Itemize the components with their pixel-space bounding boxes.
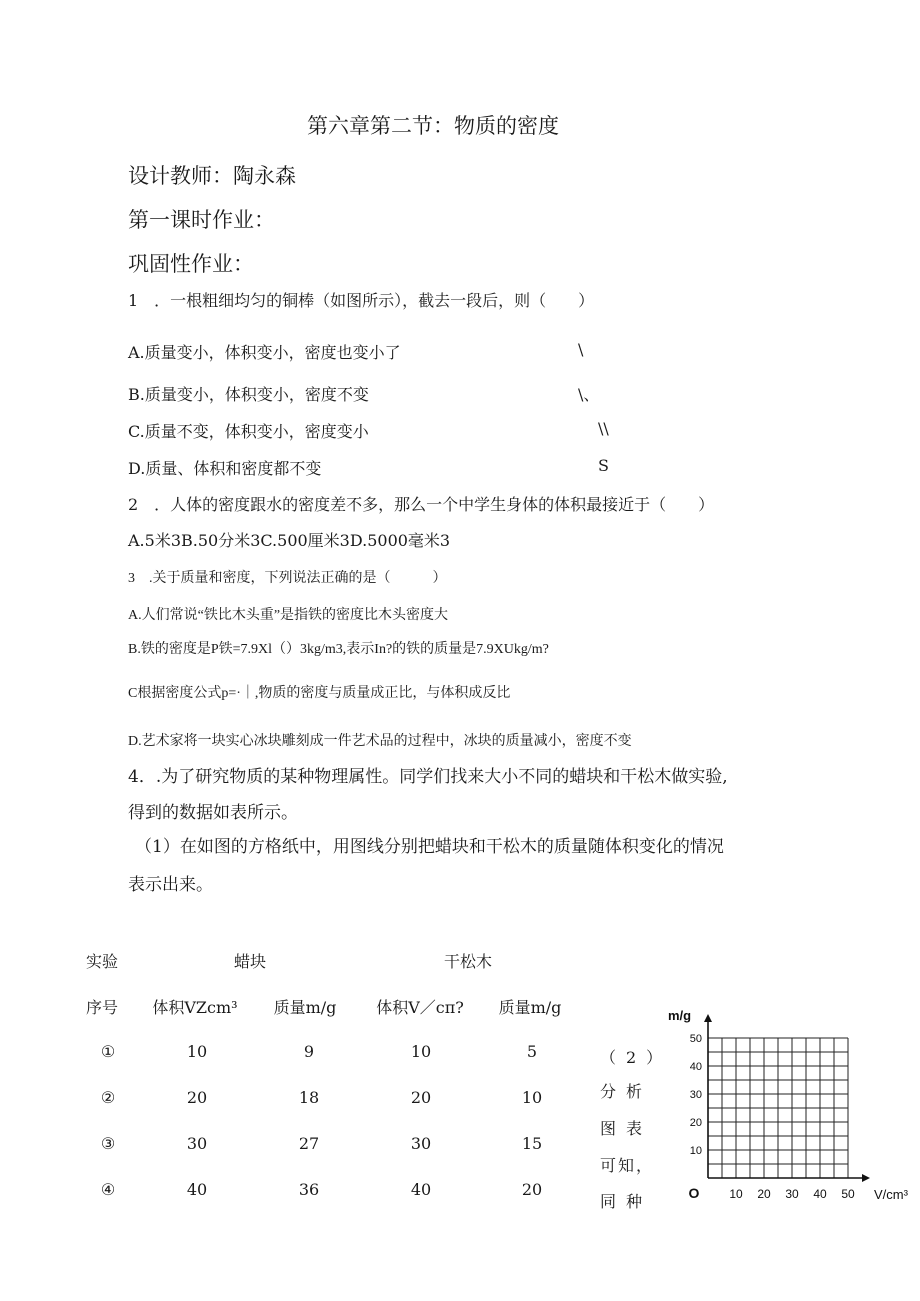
table-cell: ④ bbox=[100, 1180, 116, 1199]
table-group-header: 干松木 bbox=[443, 952, 492, 971]
q2-options: A.5米3B.50分米3C.500厘米3D.5000毫米3 bbox=[128, 531, 451, 550]
question-1: 1 ．一根粗细均匀的铜棒（如图所示），截去一段后，则（ ） bbox=[128, 291, 595, 310]
q1-mark-c: \\ bbox=[598, 419, 609, 438]
q3-option-d: D.艺术家将一块实心冰块雕刻成一件艺术品的过程中，冰块的质量减小，密度不变 bbox=[128, 734, 632, 749]
q4-sub2-fragment: （2） bbox=[600, 1048, 673, 1067]
teacher-line: 设计教师：陶永森 bbox=[128, 164, 296, 188]
y-tick-label: 20 bbox=[689, 1117, 702, 1129]
page-title: 第六章第二节：物质的密度 bbox=[307, 114, 559, 138]
table-cell: 10 bbox=[186, 1042, 208, 1061]
question-4-line1: 4．.为了研究物质的某种物理属性。同学们找来大小不同的蜡块和干松木做实验, bbox=[128, 767, 728, 787]
question-2: 2 ．人体的密度跟水的密度差不多，那么一个中学生身体的体积最接近于（ ） bbox=[128, 495, 715, 514]
table-cell: ① bbox=[100, 1042, 116, 1061]
q1-mark-d: S bbox=[598, 456, 609, 475]
q3-option-b: B.铁的密度是P铁=7.9Xl（）3kg/m3,表示In?的铁的质量是7.9XUkg/m? bbox=[128, 642, 549, 657]
table-group-header: 实验 bbox=[85, 952, 118, 971]
y-tick-label: 30 bbox=[689, 1089, 702, 1101]
q1-option-b: B.质量变小，体积变小，密度不变 bbox=[128, 385, 369, 404]
q3-option-c: C根据密度公式p=·｜,物质的密度与质量成正比，与体积成反比 bbox=[128, 686, 511, 701]
table-group-header: 蜡块 bbox=[233, 952, 266, 971]
q1-mark-b: \、 bbox=[578, 385, 600, 404]
q4-sub2-fragment: 分析 bbox=[600, 1082, 653, 1101]
y-tick-label: 50 bbox=[689, 1033, 702, 1045]
graph-paper-chart bbox=[660, 1000, 920, 1210]
table-header: 体积V／cπ? bbox=[376, 998, 464, 1017]
y-tick-label: 40 bbox=[689, 1061, 702, 1073]
table-header: 质量m/g bbox=[498, 998, 562, 1017]
x-tick-label: 40 bbox=[813, 1187, 827, 1201]
q4-sub1-line2: 表示出来。 bbox=[128, 875, 213, 895]
q1-option-a: A.质量变小，体积变小，密度也变小了 bbox=[128, 343, 401, 362]
question-4-line2: 得到的数据如表所示。 bbox=[128, 803, 298, 823]
y-axis-label: m/g bbox=[668, 1008, 692, 1023]
table-header: 体积VZcm³ bbox=[152, 998, 238, 1017]
table-cell: 36 bbox=[298, 1180, 320, 1199]
q4-sub1-line1: （1）在如图的方格纸中，用图线分别把蜡块和干松木的质量随体积变化的情况 bbox=[135, 837, 724, 857]
x-tick-label: 20 bbox=[757, 1187, 771, 1201]
q3-option-a: A.人们常说“铁比木头重”是指铁的密度比木头密度大 bbox=[128, 608, 449, 623]
table-cell: 15 bbox=[521, 1134, 543, 1153]
table-cell: 10 bbox=[521, 1088, 543, 1107]
table-header: 质量m/g bbox=[273, 998, 337, 1017]
table-cell: 5 bbox=[526, 1042, 538, 1061]
x-axis-arrow-icon bbox=[862, 1174, 870, 1182]
table-cell: 40 bbox=[186, 1180, 208, 1199]
q1-option-d: D.质量、体积和密度都不变 bbox=[128, 459, 322, 478]
x-tick-label: 50 bbox=[841, 1187, 855, 1201]
table-cell: 30 bbox=[410, 1134, 432, 1153]
table-cell: 18 bbox=[298, 1088, 320, 1107]
y-tick-label: 10 bbox=[689, 1145, 702, 1157]
table-cell: 9 bbox=[303, 1042, 315, 1061]
q1-option-c: C.质量不变，体积变小，密度变小 bbox=[128, 422, 369, 441]
section-heading: 巩固性作业： bbox=[128, 252, 254, 276]
q4-sub2-fragment: 同种 bbox=[600, 1192, 653, 1211]
x-tick-label: 10 bbox=[729, 1187, 743, 1201]
y-axis-arrow-icon bbox=[704, 1014, 712, 1022]
table-cell: 40 bbox=[410, 1180, 432, 1199]
table-cell: 27 bbox=[298, 1134, 320, 1153]
table-cell: ③ bbox=[100, 1134, 116, 1153]
x-axis-label: V/cm³ bbox=[874, 1187, 908, 1202]
q4-sub2-fragment: 图表 bbox=[600, 1119, 653, 1138]
table-cell: 20 bbox=[521, 1180, 543, 1199]
lesson-line: 第一课时作业： bbox=[128, 208, 275, 232]
table-cell: 10 bbox=[410, 1042, 432, 1061]
x-tick-label: 30 bbox=[785, 1187, 799, 1201]
table-cell: 20 bbox=[186, 1088, 208, 1107]
table-cell: 20 bbox=[410, 1088, 432, 1107]
table-header: 序号 bbox=[85, 998, 118, 1017]
q1-mark-a: \ bbox=[578, 340, 584, 359]
table-cell: 30 bbox=[186, 1134, 208, 1153]
table-cell: ② bbox=[100, 1088, 116, 1107]
question-3: 3 .关于质量和密度，下列说法正确的是（ ） bbox=[128, 571, 447, 586]
origin-label: O bbox=[688, 1185, 700, 1201]
q4-sub2-fragment: 可知， bbox=[600, 1156, 655, 1175]
